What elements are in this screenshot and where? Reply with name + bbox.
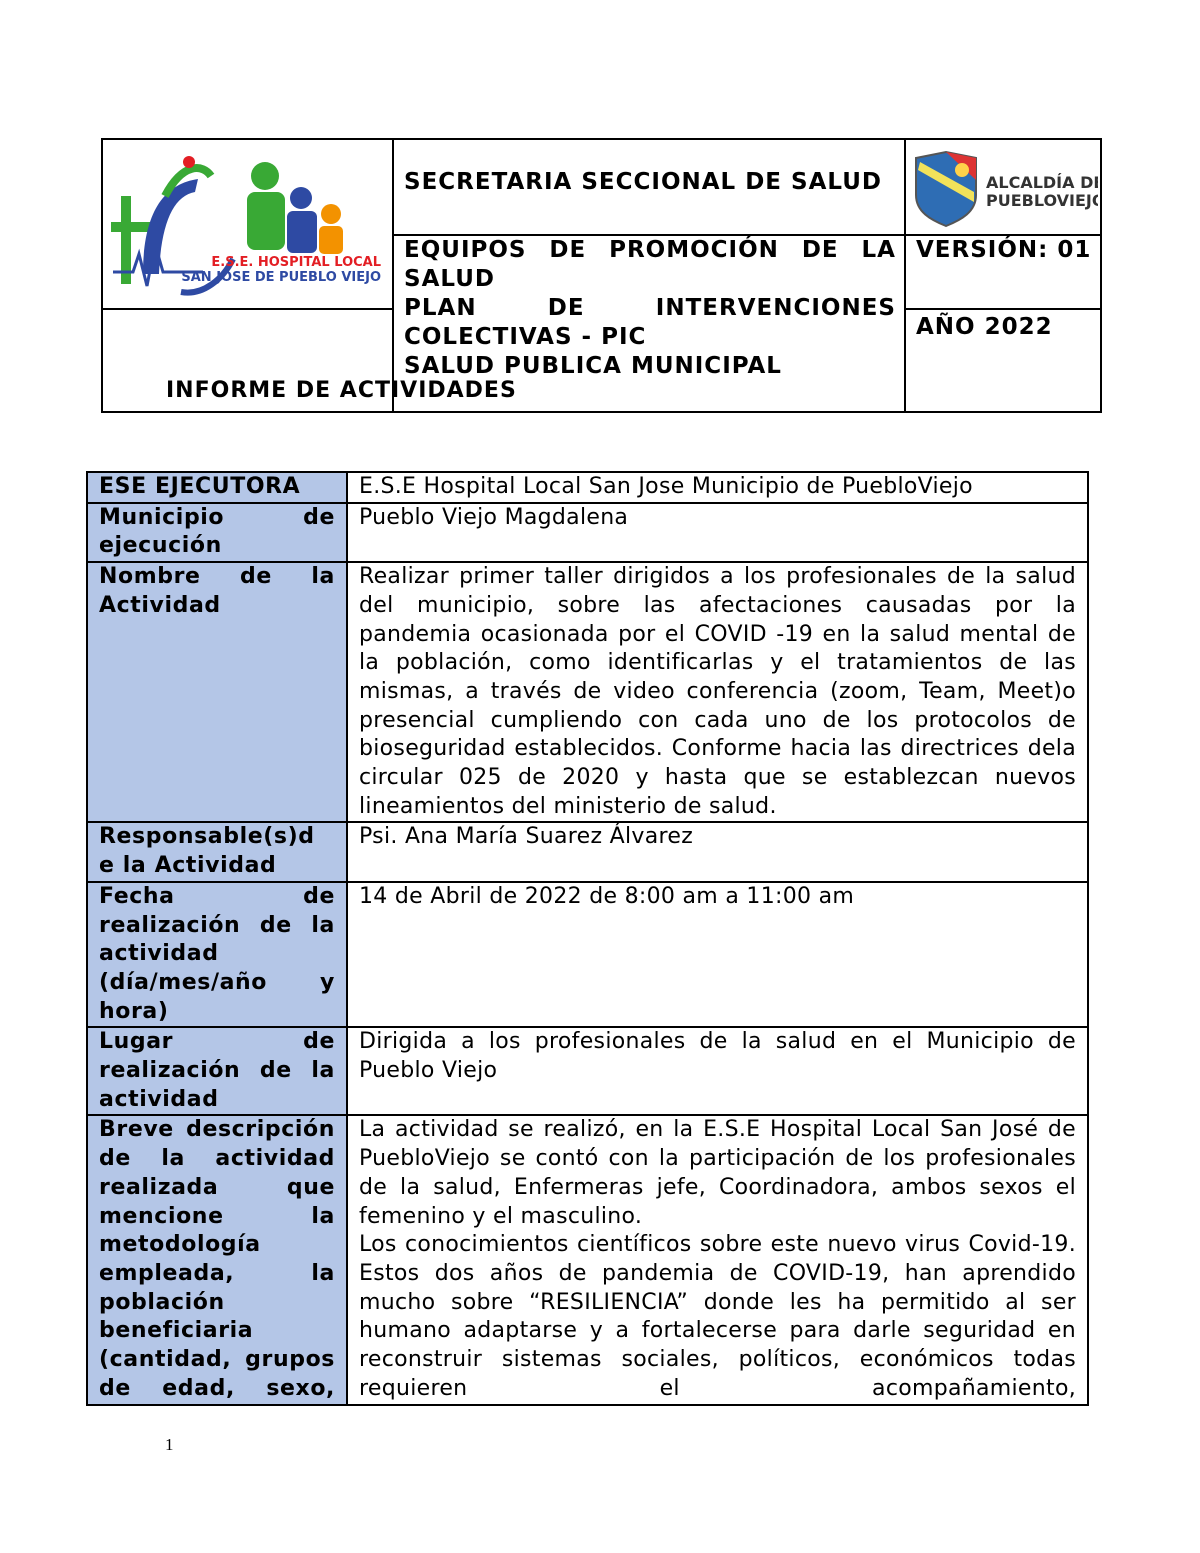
- hospital-logo-cell: [102, 139, 393, 309]
- row-label: Nombre de la Actividad: [87, 562, 347, 822]
- row-value: Pueblo Viejo Magdalena: [347, 503, 1088, 562]
- secretaria-cell: [393, 139, 905, 235]
- hospital-logo-text-2: SAN JOSE DE PUEBLO VIEJO: [181, 270, 381, 285]
- table-row: [87, 1115, 1088, 1404]
- row-label: Fecha de realización de la actividad (día/mes/año y hora): [87, 882, 347, 1028]
- activity-table: [86, 471, 1089, 1406]
- version-cell: [905, 235, 1101, 309]
- plan-line-2: COLECTIVAS - PIC: [404, 324, 647, 350]
- year-label: AÑO 2022: [916, 314, 1053, 340]
- table-row: [87, 472, 1088, 503]
- row-value: Dirigida a los profesionales de la salud en el Municipio de Pueblo Viejo: [347, 1027, 1088, 1115]
- table-row: [87, 562, 1088, 822]
- row-value: Psi. Ana María Suarez Álvarez: [347, 822, 1088, 881]
- report-title: INFORME DE ACTIVIDADES: [166, 378, 517, 403]
- row-label: Breve descripción de la actividad realizada que mencione la metodología empleada, la población beneficiaria (cantidad, grupos de edad, sexo,: [87, 1115, 347, 1404]
- row-label: Municipio de ejecución: [87, 503, 347, 562]
- year-cell: [905, 309, 1101, 412]
- table-row: [87, 822, 1088, 881]
- row-label: Responsable(s)d e la Actividad: [87, 822, 347, 881]
- hospital-logo-text-1: E.S.E. HOSPITAL LOCAL: [211, 255, 381, 270]
- page-number: 1: [165, 1435, 174, 1454]
- secretaria-title: SECRETARIA SECCIONAL DE SALUD: [404, 169, 882, 195]
- row-value: E.S.E Hospital Local San Jose Municipio de PuebloViejo: [347, 472, 1088, 503]
- alcaldia-logo-text-1: ALCALDÍA DE: [986, 173, 1098, 192]
- equipos-line-1: EQUIPOS DE PROMOCIÓN DE LA: [404, 237, 896, 263]
- hospital-logo: [103, 154, 390, 304]
- table-row: [87, 1027, 1088, 1115]
- row-label: ESE EJECUTORA: [87, 472, 347, 503]
- alcaldia-logo-cell: [905, 139, 1101, 235]
- row-value-2: Los conocimientos científicos sobre este nuevo virus Covid-19. Estos dos años de pandemia de COVID-19, han aprendido mucho sobre “RESILIENCIA” donde les ha permitido al ser humano adaptarse y a fortalecerse para darle seguridad en reconstruir sistemas sociales, políticos, económicos todas requieren el acompañamiento,: [359, 1232, 1076, 1401]
- alcaldia-logo: [906, 140, 1098, 230]
- table-row: [87, 503, 1088, 562]
- equipos-line-2: SALUD: [404, 266, 495, 292]
- row-value: La actividad se realizó, en la E.S.E Hospital Local San José de PuebloViejo se contó con la participación de los profesionales de la salud, Enfermeras jefe, Coordinadora, ambos sexos el femenino y el masculino.: [359, 1117, 1076, 1229]
- row-value: 14 de Abril de 2022 de 8:00 am a 11:00 am: [347, 882, 1088, 1028]
- header-table: [101, 138, 1102, 413]
- salud-publica: SALUD PUBLICA MUNICIPAL: [404, 353, 782, 379]
- table-row: [87, 882, 1088, 1028]
- row-value-cell: [347, 1115, 1088, 1404]
- alcaldia-logo-text-2: PUEBLOVIEJO: [986, 191, 1098, 210]
- version-label: VERSIÓN: 01: [916, 237, 1092, 263]
- row-label: Lugar de realización de la actividad: [87, 1027, 347, 1115]
- row-value: Realizar primer taller dirigidos a los profesionales de la salud del municipio, sobre las afectaciones causadas por la pandemia ocasionada por el COVID -19 en la salud mental de la población, como identificarlas y el tratamientos de las mismas, a través de video conferencia (zoom, Team, Meet)o presencial cumpliendo con cada uno de los protocolos de bioseguridad establecidos. Conforme hacia las directrices dela circular 025 de 2020 y hasta que se establezcan nuevos lineamientos del ministerio de salud.: [347, 562, 1088, 822]
- plan-line-1: PLAN DE INTERVENCIONES: [404, 295, 896, 321]
